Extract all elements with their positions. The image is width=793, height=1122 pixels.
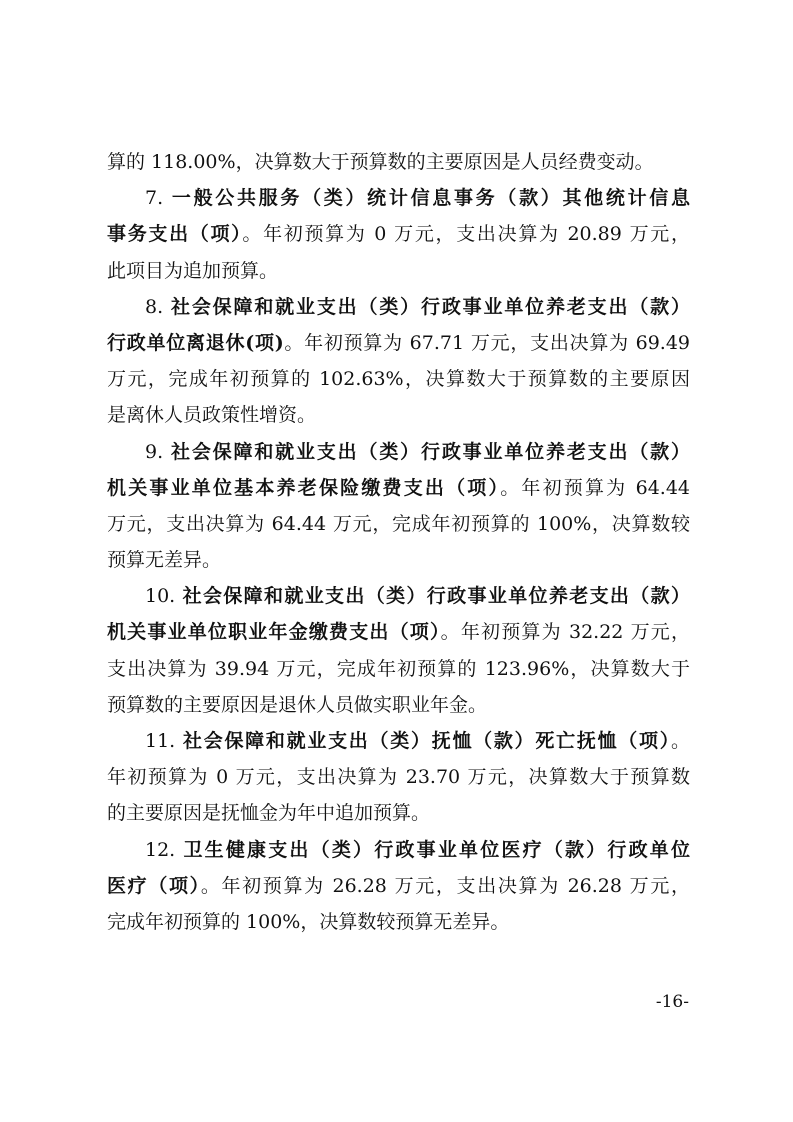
text-line — [107, 506, 690, 542]
text-line — [107, 253, 690, 289]
text-line — [107, 687, 690, 723]
bold-text: 社会保障和就业支出（类）行政事业单位养老支出（款） — [182, 585, 690, 608]
text-segment: 7. — [145, 187, 172, 210]
text-line — [107, 144, 690, 180]
text-segment: 万元，支出决算为 64.44 万元，完成年初预算的 100%，决算数较 — [107, 512, 690, 535]
text-segment: 8. — [145, 295, 171, 318]
text-line — [107, 361, 690, 397]
paragraph — [107, 723, 690, 832]
text-segment: 算的 118.00%，决算数大于预算数的主要原因是人员经费变动。 — [107, 151, 654, 173]
text-segment: 。年初预算为 67.71 万元，支出决算为 69.49 — [283, 331, 690, 354]
text-segment: 。 — [670, 730, 690, 752]
text-segment: 支出决算为 39.94 万元，完成年初预算的 123.96%，决算数大于 — [107, 657, 690, 680]
paragraph — [107, 434, 690, 579]
text-segment: 11. — [145, 730, 183, 752]
text-line — [107, 832, 690, 868]
text-segment: 。年初预算为 32.22 万元， — [440, 621, 690, 644]
text-line — [107, 397, 690, 433]
text-line — [107, 868, 690, 904]
text-line — [107, 795, 690, 831]
bold-text: 行政单位离退休(项) — [107, 331, 284, 354]
paragraph — [107, 180, 690, 289]
paragraph — [107, 832, 690, 941]
text-segment: 12. — [145, 838, 184, 861]
text-segment: 预算无差异。 — [107, 549, 222, 572]
text-segment: 年初预算为 0 万元，支出决算为 23.70 万元，决算数大于预算数 — [107, 766, 690, 789]
bold-text: 卫生健康支出（类）行政事业单位医疗（款）行政单位 — [183, 838, 690, 861]
text-segment: 。年初预算为 64.44 — [500, 476, 690, 499]
text-line — [107, 325, 690, 361]
bold-text: 机关事业单位职业年金缴费支出（项） — [107, 621, 441, 644]
text-line — [107, 723, 690, 759]
text-line — [107, 651, 690, 687]
page-number: -16- — [655, 992, 689, 1012]
bold-text: 一般公共服务（类）统计信息事务（款）其他统计信息 — [171, 187, 690, 210]
bold-text: 医疗（项） — [107, 874, 201, 897]
text-segment: 完成年初预算的 100%，决算数较预算无差异。 — [107, 910, 510, 933]
paragraph — [107, 289, 690, 434]
text-line — [107, 434, 690, 470]
body-text — [107, 144, 690, 940]
text-segment: 。年初预算为 0 万元，支出决算为 20.89 万元， — [242, 223, 690, 246]
text-line — [107, 759, 690, 795]
text-segment: 9. — [145, 440, 171, 463]
paragraph — [107, 578, 690, 723]
text-segment: 万元，完成年初预算的 102.63%，决算数大于预算数的主要原因 — [107, 368, 690, 391]
paragraph — [107, 144, 690, 180]
text-segment: 。年初预算为 26.28 万元，支出决算为 26.28 万元， — [200, 874, 690, 897]
text-segment: 预算数的主要原因是退休人员做实职业年金。 — [107, 693, 488, 716]
text-segment: 10. — [145, 585, 183, 608]
bold-text: 事务支出（项） — [107, 223, 243, 246]
text-line — [107, 614, 690, 650]
text-segment: 是离休人员政策性增资。 — [107, 404, 317, 427]
text-line — [107, 578, 690, 614]
text-line — [107, 180, 690, 216]
text-line — [107, 216, 690, 252]
bold-text: 社会保障和就业支出（类）行政事业单位养老支出（款） — [171, 440, 690, 463]
text-segment: 此项目为追加预算。 — [107, 259, 279, 282]
text-line — [107, 289, 690, 325]
bold-text: 社会保障和就业支出（类）抚恤（款）死亡抚恤（项） — [182, 730, 671, 752]
text-segment: 的主要原因是抚恤金为年中追加预算。 — [107, 802, 431, 825]
text-line — [107, 904, 690, 940]
text-line — [107, 470, 690, 506]
text-line — [107, 542, 690, 578]
bold-text: 机关事业单位基本养老保险缴费支出（项） — [107, 476, 501, 499]
bold-text: 社会保障和就业支出（类）行政事业单位养老支出（款） — [171, 295, 690, 318]
